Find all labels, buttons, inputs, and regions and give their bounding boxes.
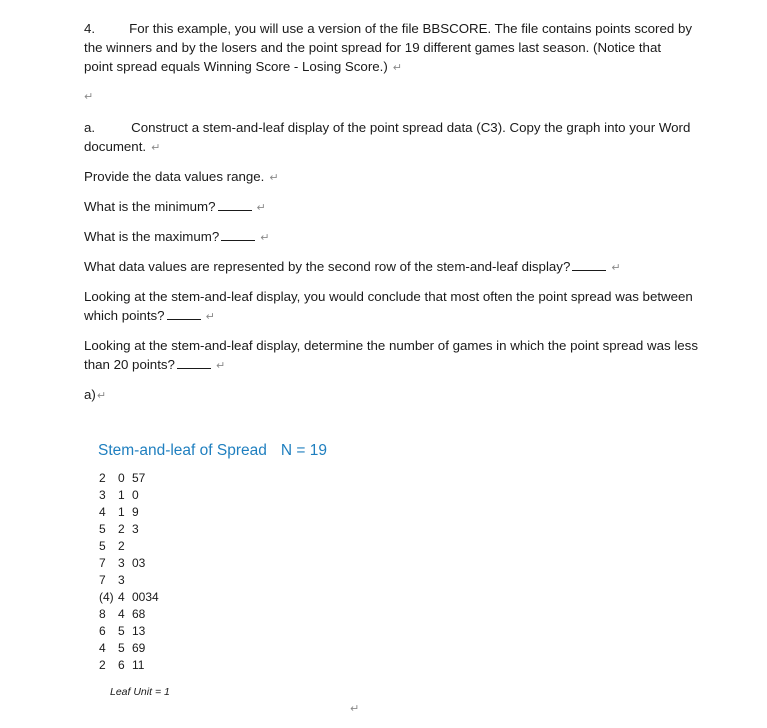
stem-leaf-row [99,521,159,538]
stem-leaf-display [99,470,159,674]
second-row-prompt [84,257,724,278]
paragraph-mark-icon: ↵ [256,202,266,214]
stem-leaf-row [99,623,159,640]
less-than-line-2: than 20 points? [84,357,175,372]
stem-leaf-row [99,657,159,674]
stem-leaf-depth: 5 [99,539,106,553]
stem-leaf-depth: 4 [99,505,106,519]
stem-leaf-stem: 4 [118,590,125,604]
less-than-line-1: Looking at the stem-and-leaf display, determine the number of games in which the point spread was less [84,338,698,353]
part-a-line-2: document. [84,139,147,154]
part-a-label: a. [84,120,96,135]
stem-leaf-depth: 2 [99,471,106,485]
stem-leaf-row [99,555,159,572]
stem-leaf-depth: 7 [99,573,106,587]
stem-leaf-stem: 3 [118,556,125,570]
answer-label: a) [84,387,96,402]
stem-leaf-leaves: 0 [132,488,139,502]
question-4-paragraph [84,19,724,78]
stem-leaf-stem: 3 [118,573,125,587]
minimum-prompt [84,197,724,218]
stem-leaf-depth: 2 [99,658,106,672]
part-a-line-1: Construct a stem-and-leaf display of the point spread data (C3). Copy the graph into your Word [131,120,691,135]
stem-leaf-row [99,640,159,657]
question-line-2: the winners and by the losers and the point spread for 19 different games last season. (Notice that [84,40,662,55]
stem-leaf-depth: (4) [99,590,114,604]
stem-leaf-stem: 2 [118,539,125,553]
most-often-line-1: Looking at the stem-and-leaf display, you would conclude that most often the point spread was between [84,289,693,304]
stem-leaf-stem: 2 [118,522,125,536]
question-line-3: point spread equals Winning Score - Losing Score.) [84,59,388,74]
stem-leaf-leaves: 13 [132,624,146,638]
stem-leaf-row [99,572,159,589]
stem-leaf-leaves: 11 [132,658,145,672]
stem-leaf-depth: 6 [99,624,106,638]
stem-leaf-depth: 3 [99,488,106,502]
maximum-prompt-text: What is the maximum? [84,229,220,244]
stem-leaf-leaves: 0034 [132,590,159,604]
stem-leaf-row [99,589,159,606]
stem-leaf-leaves: 57 [132,471,146,485]
part-a-paragraph [84,118,724,158]
paragraph-mark-icon: ↵ [96,390,107,402]
second-row-answer-blank[interactable] [572,258,606,271]
stem-leaf-stem: 1 [118,505,125,519]
question-line-1: For this example, you will use a version of the file BBSCORE. The file contains points scored by [129,21,693,36]
maximum-answer-blank[interactable] [221,228,255,241]
paragraph-mark-icon: ↵ [205,311,215,323]
stem-leaf-depth: 4 [99,641,106,655]
minimum-answer-blank[interactable] [218,198,252,211]
most-often-line-2: which points? [84,308,165,323]
empty-paragraph [84,86,724,107]
most-often-answer-blank[interactable] [167,307,201,320]
paragraph-mark-icon: ↵ [350,703,360,715]
stem-leaf-title [98,442,327,460]
leaf-unit-label: Leaf Unit = 1 [110,686,170,698]
stem-leaf-depth: 7 [99,556,106,570]
question-number: 4. [84,21,96,36]
second-row-prompt-text: What data values are represented by the second row of the stem-and-leaf display? [84,259,571,274]
answer-label-paragraph [84,385,724,406]
less-than-answer-blank[interactable] [177,356,211,369]
less-than-20-prompt [84,336,724,376]
stem-leaf-stem: 0 [118,471,125,485]
most-often-prompt [84,287,724,327]
stem-leaf-depth: 5 [99,522,106,536]
paragraph-mark-icon: ↵ [260,232,270,244]
stem-leaf-leaves: 9 [132,505,139,519]
minimum-prompt-text: What is the minimum? [84,199,216,214]
range-prompt [84,167,724,188]
paragraph-mark-icon: ↵ [392,62,402,74]
stem-leaf-leaves: 3 [132,522,139,536]
paragraph-mark-icon: ↵ [84,91,94,103]
stem-leaf-row [99,470,159,487]
stem-leaf-leaves: 68 [132,607,146,621]
stem-leaf-stem: 5 [118,624,125,638]
stem-leaf-n-label: N = 19 [280,442,327,459]
stem-leaf-row [99,504,159,521]
stem-leaf-leaves: 69 [132,641,146,655]
stem-leaf-stem: 5 [118,641,125,655]
stem-leaf-stem: 1 [118,488,125,502]
stem-leaf-row [99,538,159,555]
stem-leaf-stem: 6 [118,658,125,672]
stem-leaf-stem: 4 [118,607,125,621]
stem-leaf-depth: 8 [99,607,106,621]
paragraph-mark-icon: ↵ [611,262,621,274]
stem-leaf-title-text: Stem-and-leaf of Spread [98,442,267,459]
range-prompt-text: Provide the data values range. [84,169,265,184]
maximum-prompt [84,227,724,248]
paragraph-mark-icon: ↵ [215,360,226,372]
stem-leaf-leaves: 03 [132,556,146,570]
paragraph-mark-icon: ↵ [151,142,161,154]
stem-leaf-row [99,606,159,623]
stem-leaf-row [99,487,159,504]
paragraph-mark-icon: ↵ [269,172,279,184]
